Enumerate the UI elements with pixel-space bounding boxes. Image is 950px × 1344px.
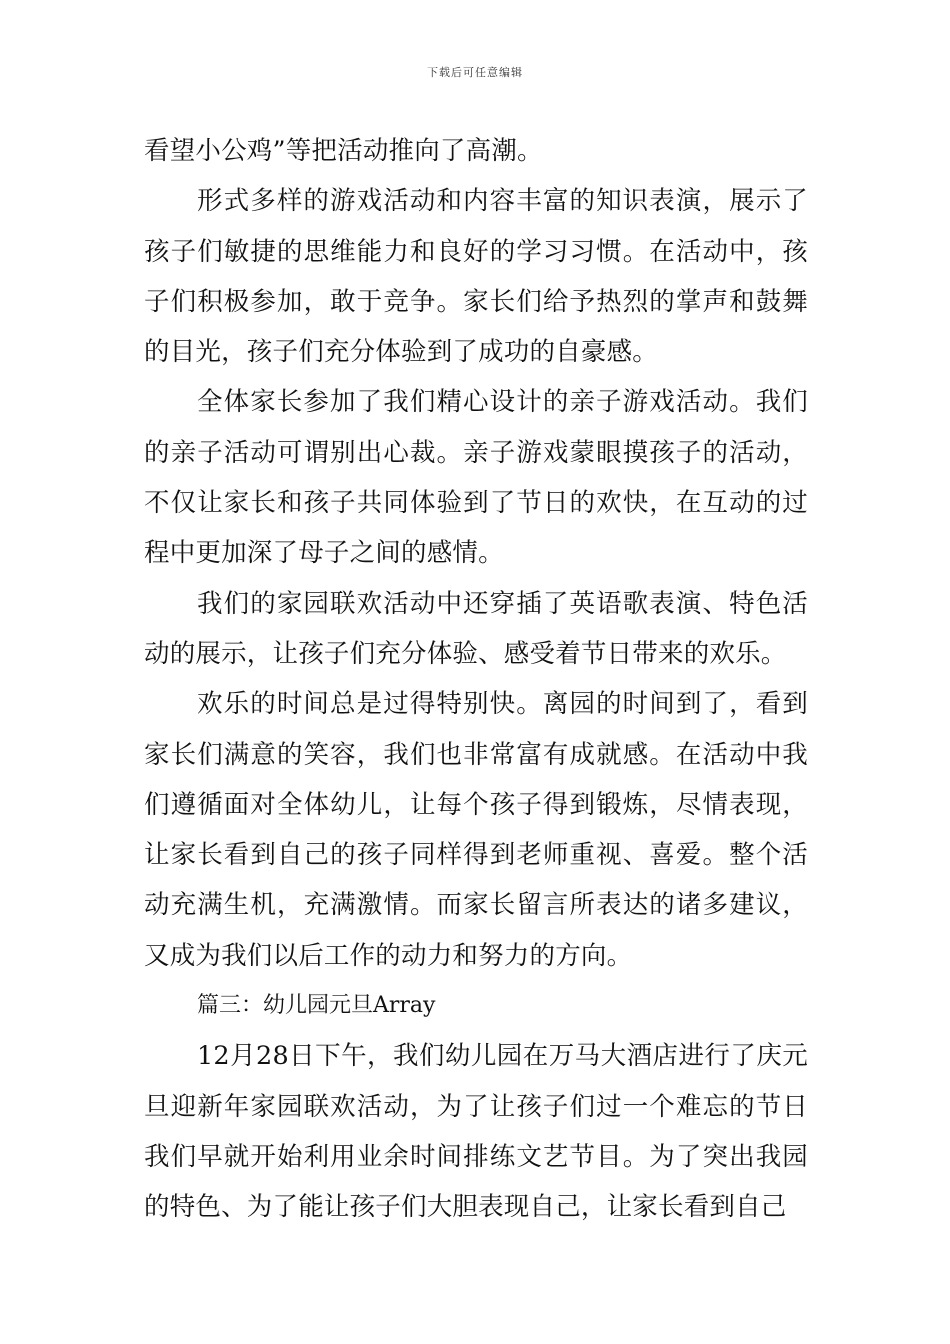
paragraph: 12月28日下午，我们幼儿园在万马大酒店进行了庆元旦迎新年家园联欢活动，为了让孩子们过一个难忘的节日我们早就开始利用业余时间排练文艺节目。为了突出我园的特色、为了能让孩子们大胆表现自己，让家长看到自己 bbox=[144, 1041, 808, 1223]
paragraph: 形式多样的游戏活动和内容丰富的知识表演，展示了孩子们敏捷的思维能力和良好的学习习惯。在活动中，孩子们积极参加，敢于竞争。家长们给予热烈的掌声和鼓舞的目光，孩子们充分体验到了成功的自豪感。 bbox=[144, 186, 808, 368]
paragraph: 我们的家园联欢活动中还穿插了英语歌表演、特色活动的展示，让孩子们充分体验、感受着节日带来的欢乐。 bbox=[144, 588, 808, 669]
page-header-note: 下载后可任意编辑 bbox=[427, 66, 523, 79]
document-body bbox=[144, 126, 808, 1233]
paragraph: 全体家长参加了我们精心设计的亲子游戏活动。我们的亲子活动可谓别出心裁。亲子游戏蒙眼摸孩子的活动，不仅让家长和孩子共同体验到了节日的欢快，在互动的过程中更加深了母子之间的感情。 bbox=[144, 387, 808, 569]
section-heading: 篇三：幼儿园元旦Array bbox=[197, 993, 436, 1019]
paragraph-continuation: 看望小公鸡”等把活动推向了高潮。 bbox=[144, 136, 543, 166]
paragraph: 欢乐的时间总是过得特别快。离园的时间到了，看到家长们满意的笑容，我们也非常富有成就感。在活动中我们遵循面对全体幼儿，让每个孩子得到锻炼，尽情表现，让家长看到自己的孩子同样得到老师重视、喜爱。整个活动充满生机，充满激情。而家长留言所表达的诸多建议，又成为我们以后工作的动力和努力的方向。 bbox=[144, 689, 808, 971]
